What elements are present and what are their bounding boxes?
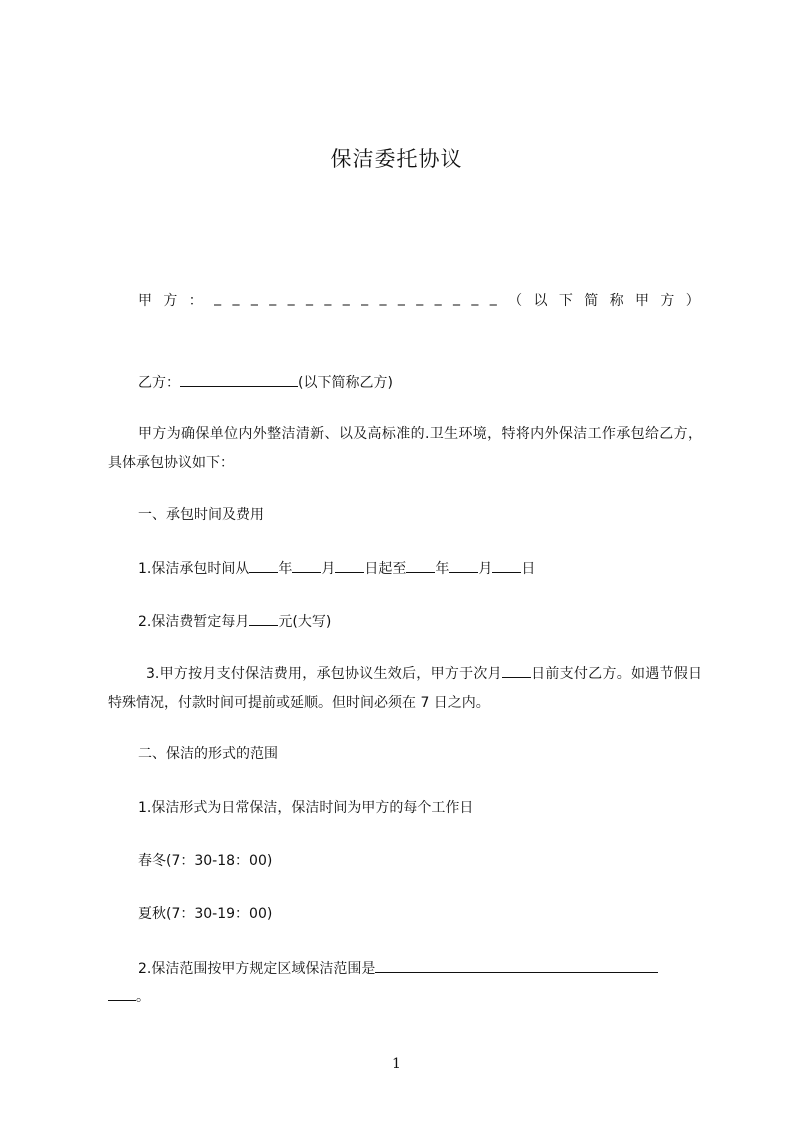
fee-blank xyxy=(249,611,278,626)
party-a-char: _ xyxy=(287,290,295,306)
scope-blank-continued xyxy=(108,986,136,1001)
party-a-char: 方 xyxy=(163,293,178,309)
section1-item1 xyxy=(138,558,535,579)
party-b-line xyxy=(138,372,393,393)
party-a-char: _ xyxy=(324,290,332,306)
party-a-char: _ xyxy=(361,290,369,306)
scope-period: 。 xyxy=(136,989,150,1005)
spring-winter-hours: 春冬(7：30-18：00) xyxy=(138,853,273,869)
payment-day-blank xyxy=(502,663,531,678)
section1-item3 xyxy=(108,660,702,718)
party-a-line xyxy=(138,290,700,310)
intro-paragraph: 甲方为确保单位内外整洁清新、以及高标准的.卫生环境，特将内外保洁工作承包给乙方，具体承包协议如下： xyxy=(108,426,702,471)
fee-label: 2.保洁费暂定每月 xyxy=(138,614,250,630)
party-a-char: 简 xyxy=(584,293,599,309)
month-label: 月 xyxy=(321,561,336,577)
term-start-label: 1.保洁承包时间从 xyxy=(138,561,250,577)
month-label: 月 xyxy=(478,561,493,577)
party-a-char: _ xyxy=(434,290,442,306)
party-a-char: ： xyxy=(188,293,203,309)
end-month-blank xyxy=(449,558,478,573)
party-a-char: 下 xyxy=(558,293,573,309)
party-b-blank xyxy=(180,372,298,387)
start-month-blank xyxy=(292,558,321,573)
party-a-char: ） xyxy=(685,293,700,309)
party-a-char: 称 xyxy=(609,293,624,309)
party-a-char: _ xyxy=(489,290,497,306)
section2-heading: 二、保洁的形式的范围 xyxy=(138,746,278,762)
party-a-char: （ xyxy=(508,293,523,309)
section1-item2 xyxy=(138,611,331,632)
section2-item2-line1 xyxy=(138,958,658,979)
summer-autumn-hours: 夏秋(7：30-19：00) xyxy=(138,906,273,922)
party-a-char: 方 xyxy=(660,293,675,309)
party-a-char: _ xyxy=(250,290,258,306)
payment-text-a: 3.甲方按月支付保洁费用，承包协议生效后，甲方于次月 xyxy=(146,666,502,682)
day-label: 日 xyxy=(521,561,536,577)
document-title: 保洁委托协议 xyxy=(330,147,463,171)
party-a-char: 甲 xyxy=(635,293,649,309)
start-year-blank xyxy=(249,558,278,573)
party-b-label: 乙方： xyxy=(138,375,180,391)
end-day-blank xyxy=(492,558,521,573)
section1-heading: 一、承包时间及费用 xyxy=(138,507,264,523)
party-a-char: _ xyxy=(306,290,313,306)
party-a-char: _ xyxy=(214,290,222,306)
scope-label: 2.保洁范围按甲方规定区域保洁范围是 xyxy=(138,961,376,977)
party-a-char: _ xyxy=(397,290,405,306)
day-to-label: 日起至 xyxy=(364,561,407,577)
section2-item1: 1.保洁形式为日常保洁，保洁时间为甲方的每个工作日 xyxy=(138,800,474,816)
payment-text-b: 日前支付乙方。如遇节假日特殊情况，付款时间可提前或延顺。但时间必须在 7 日之内。 xyxy=(108,666,703,711)
page-number: 1 xyxy=(392,1056,401,1072)
scope-blank xyxy=(375,958,658,973)
end-year-blank xyxy=(406,558,435,573)
party-a-char: _ xyxy=(453,290,460,306)
party-a-char: _ xyxy=(471,290,479,306)
party-b-suffix: (以下简称乙方) xyxy=(298,375,393,391)
party-a-char: _ xyxy=(416,290,424,306)
party-a-char: _ xyxy=(342,290,350,306)
section2-item2-line2 xyxy=(108,986,150,1007)
party-a-char: _ xyxy=(379,290,387,306)
party-a-char: _ xyxy=(232,290,240,306)
party-a-char: 以 xyxy=(533,293,548,309)
year-label: 年 xyxy=(435,561,450,577)
start-day-blank xyxy=(335,558,364,573)
year-label: 年 xyxy=(278,561,293,577)
party-a-char: 甲 xyxy=(138,293,152,309)
fee-suffix: 元(大写) xyxy=(278,614,332,630)
party-a-char: _ xyxy=(269,290,277,306)
